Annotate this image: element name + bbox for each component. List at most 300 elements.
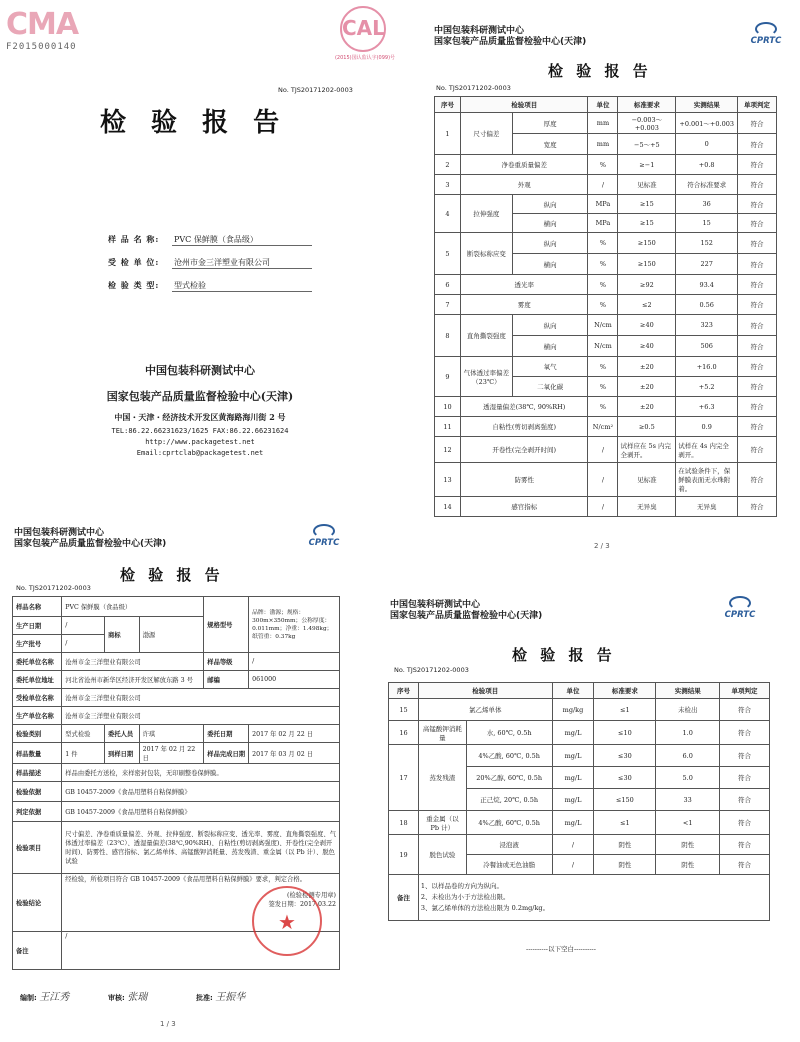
sig-label: 批准: [196, 994, 213, 1002]
cell-unit: MPa [588, 195, 618, 214]
cell-res: 无异臭 [676, 497, 738, 517]
table-row [435, 357, 777, 377]
table-row [13, 822, 340, 874]
cell-req: ≤30 [594, 767, 656, 789]
cell-group: 蒸发残渣 [418, 745, 466, 811]
cell-res: 6.0 [656, 745, 720, 767]
cell-req: −5～+5 [618, 134, 676, 155]
cell-res: +16.0 [676, 357, 738, 377]
cell-req: ≤10 [594, 721, 656, 745]
cell-judge: 符合 [738, 417, 777, 437]
cell-unit: % [588, 233, 618, 254]
cell-res: 323 [676, 315, 738, 336]
value-judge-basis: GB 10457-2009《食品用塑料自粘保鲜膜》 [62, 802, 340, 822]
cell-sub: 正己烷, 20℃, 0.5h [466, 789, 552, 811]
cell-no: 13 [435, 463, 461, 497]
label-client: 委托单位名称 [13, 653, 62, 671]
inspection-type-field [108, 280, 312, 292]
table-row [435, 113, 777, 134]
label-basis: 检验依据 [13, 782, 62, 802]
report-number: No. TJS20171202-0003 [278, 86, 353, 94]
org-block [0, 362, 400, 457]
cell-sub: 二氧化碳 [512, 377, 588, 397]
cell-judge: 符合 [738, 497, 777, 517]
cell-unit: / [552, 835, 594, 855]
cell-sub: 横向 [512, 336, 588, 357]
cell-item: 雾度 [460, 295, 588, 315]
signature-approved [196, 988, 245, 1003]
col-header: 序号 [389, 683, 419, 699]
value-type: 型式检验 [62, 725, 105, 743]
cell-req: ≥150 [618, 233, 676, 254]
cell-req: −0.003～+0.003 [618, 113, 676, 134]
table-row [435, 233, 777, 254]
sig-label: 编制: [20, 994, 37, 1002]
cell-item: 净卷重质量偏差 [460, 155, 588, 175]
cell-res: +0.001～+0.003 [676, 113, 738, 134]
results-page-3 [376, 580, 800, 980]
cell-no: 4 [435, 195, 461, 233]
cell-unit: / [552, 855, 594, 875]
cell-req: ≤150 [594, 789, 656, 811]
org-tel: TEL:86.22.66231623/1625 FAX:86.22.66231624 [111, 427, 289, 435]
cell-req: ±20 [618, 397, 676, 417]
cell-unit: N/cm² [588, 417, 618, 437]
field-value: 沧州市金三洋塑业有限公司 [172, 257, 312, 269]
cell-unit: % [588, 254, 618, 275]
results-table [388, 682, 770, 921]
cell-res: 符合标准要求 [676, 175, 738, 195]
cal-seal [340, 6, 386, 52]
cell-req: 阴性 [594, 835, 656, 855]
sig-name: 王振华 [215, 992, 246, 1003]
cell-unit: MPa [588, 214, 618, 233]
label-spec: 规格型号 [204, 597, 249, 653]
cma-mark: CMA [6, 7, 79, 42]
cell-unit: mg/L [552, 789, 594, 811]
cell-req: ≤30 [594, 745, 656, 767]
value-remark: / [62, 932, 340, 970]
value-conclusion: 经检验，所检项目符合 GB 10457-2009《食品用塑料自粘保鲜膜》要求，判定合格。 [65, 876, 306, 883]
cell-req: ≤1 [594, 811, 656, 835]
label-conclusion: 检验结论 [13, 874, 62, 932]
cell-judge: 符合 [738, 397, 777, 417]
table-row [435, 417, 777, 437]
cell-judge: 符合 [738, 437, 777, 463]
table-row [389, 875, 770, 921]
cell-res: +6.3 [676, 397, 738, 417]
cell-sub: 4%乙酸, 60℃, 0.5h [466, 745, 552, 767]
cover-title: 检 验 报 告 [100, 108, 288, 138]
cell-unit: % [588, 155, 618, 175]
cal-mark: CAL [342, 16, 385, 40]
remark-line: 2、未检出为小于方法检出限。 [420, 893, 510, 901]
cell-req: ≥150 [618, 254, 676, 275]
cell-unit: N/cm [588, 336, 618, 357]
value-postcode: 061000 [249, 671, 340, 689]
results-table [434, 96, 777, 517]
table-row [435, 397, 777, 417]
remark-line: 1、以样品卷的方向为纵向。 [420, 882, 504, 890]
label-batch: 生产批号 [13, 635, 62, 653]
label-prod-date: 生产日期 [13, 617, 62, 635]
cell-judge: 符合 [720, 835, 770, 855]
cell-judge: 符合 [738, 377, 777, 397]
value-prod-date: / [62, 617, 105, 635]
cell-unit: N/cm [588, 315, 618, 336]
cell-no: 6 [435, 275, 461, 295]
cell-judge: 符合 [720, 745, 770, 767]
value-desc: 样品由委托方送检，来样密封包装，无印刷整卷保鲜膜。 [62, 764, 340, 782]
cell-judge: 符合 [738, 315, 777, 336]
cell-req: ±20 [618, 377, 676, 397]
cell-no: 8 [435, 315, 461, 357]
info-page-1 [0, 520, 400, 1042]
value-items: 尺寸偏差、净卷重质量偏差、外观、拉伸强度、断裂标称应变、透光率、雾度、直角撕裂强度、气体透过率偏差（23℃）、透湿量偏差(38℃,90%RH)、自粘性(剪切剥离强度)、开卷性(完全剥开时间)、防雾性、感官指标、氯乙烯单体、高锰酸钾消耗量、蒸发残渣、重金属（以 Pb 计）、脱色试验 [62, 822, 340, 874]
cell-sub: 纵向 [512, 315, 588, 336]
cell-no: 14 [435, 497, 461, 517]
cell-res: <1 [656, 811, 720, 835]
cell-group: 拉伸强度 [460, 195, 512, 233]
cell-judge: 符合 [738, 195, 777, 214]
cell-judge: 符合 [738, 357, 777, 377]
label-producer: 生产单位名称 [13, 707, 62, 725]
report-number: No. TJS20171202-0003 [436, 84, 511, 92]
org-email: Email:cprtclab@packagetest.net [136, 449, 264, 457]
cell-res: 阴性 [656, 855, 720, 875]
cell-judge: 符合 [738, 214, 777, 233]
table-row [389, 835, 770, 855]
header-org [14, 528, 166, 550]
value-batch: / [62, 635, 105, 653]
cell-res: 15 [676, 214, 738, 233]
cell-group: 尺寸偏差 [460, 113, 512, 155]
cover-page [0, 0, 400, 520]
col-header: 单位 [588, 97, 618, 113]
cell-judge: 符合 [738, 463, 777, 497]
cell-sub: 氧气 [512, 357, 588, 377]
col-header: 单位 [552, 683, 594, 699]
cma-number: F2015000140 [6, 42, 77, 52]
page-title: 检 验 报 告 [548, 62, 652, 80]
col-header: 单项判定 [720, 683, 770, 699]
cprtc-logo [300, 524, 348, 554]
results-page-2 [408, 0, 800, 560]
table-row [13, 689, 340, 707]
cell-group: 直角撕裂强度 [460, 315, 512, 357]
cell-sub: 纵向 [512, 233, 588, 254]
value-producer: 沧州市金三洋塑业有限公司 [62, 707, 340, 725]
label-items: 检验项目 [13, 822, 62, 874]
field-label: 检 验 类 型: [108, 280, 160, 290]
cell-unit: % [588, 357, 618, 377]
org-center: 国家包装产品质量监督检验中心(天津) [106, 390, 294, 403]
table-row [435, 295, 777, 315]
cell-req: 试样应在 5s 内完全剥开。 [618, 437, 676, 463]
report-number: No. TJS20171202-0003 [394, 666, 469, 674]
cell-sub: 横向 [512, 214, 588, 233]
cell-judge: 符合 [720, 767, 770, 789]
cell-sub: 20%乙醇, 60℃, 0.5h [466, 767, 552, 789]
cell-req: ±20 [618, 357, 676, 377]
cell-no: 5 [435, 233, 461, 275]
signature-prepared [20, 988, 69, 1003]
header-org-center: 国家包装产品质量监督检验中心(天津) [14, 539, 167, 549]
cell-no: 7 [435, 295, 461, 315]
cell-judge: 符合 [738, 275, 777, 295]
cell-unit: mg/L [552, 767, 594, 789]
cell-item: 透光率 [460, 275, 588, 295]
cell-judge: 符合 [738, 175, 777, 195]
cell-res: 227 [676, 254, 738, 275]
table-row [13, 764, 340, 782]
table-row [13, 743, 340, 764]
cell-unit: mg/L [552, 811, 594, 835]
cell-unit: % [588, 295, 618, 315]
value-trademark: 渤源 [139, 617, 204, 653]
cell-req: 无异臭 [618, 497, 676, 517]
cell-res: 阴性 [656, 835, 720, 855]
cell-judge: 符合 [738, 134, 777, 155]
table-row [435, 175, 777, 195]
cell-no: 2 [435, 155, 461, 175]
label-desc: 样品描述 [13, 764, 62, 782]
signature-reviewed [108, 988, 147, 1003]
value-arrival: 2017 年 02 月 22 日 [139, 743, 204, 764]
cell-judge: 符合 [738, 336, 777, 357]
cprtc-logo [716, 596, 764, 626]
table-row [435, 497, 777, 517]
table-row [435, 155, 777, 175]
page-number: 2 / 3 [594, 542, 610, 550]
header-org-name: 中国包装科研测试中心 [14, 528, 105, 538]
cell-res: 1.0 [656, 721, 720, 745]
col-header: 实测结果 [656, 683, 720, 699]
table-header-row [389, 683, 770, 699]
label-remark: 备注 [13, 932, 62, 970]
sample-name-field [108, 234, 312, 246]
label-type: 检验类别 [13, 725, 62, 743]
cell-unit: % [588, 275, 618, 295]
cell-res: 试样在 4s 内完全剥开。 [676, 437, 738, 463]
cell-req: ≥92 [618, 275, 676, 295]
cell-item: 防雾性 [460, 463, 588, 497]
cell-sub: 宽度 [512, 134, 588, 155]
sig-label: 审核: [108, 994, 125, 1002]
cell-no: 1 [435, 113, 461, 155]
label-finish: 样品完成日期 [204, 743, 249, 764]
table-row [435, 315, 777, 336]
org-address: 中国・天津・经济技术开发区黄海路海川街 2 号 [114, 412, 286, 422]
value-basis: GB 10457-2009《食品用塑料自粘保鲜膜》 [62, 782, 340, 802]
cprtc-swirl-icon [313, 524, 335, 538]
cell-judge: 符合 [738, 295, 777, 315]
table-row [13, 782, 340, 802]
cell-judge: 符合 [720, 811, 770, 835]
cell-group: 断裂标称应变 [460, 233, 512, 275]
cell-judge: 符合 [720, 721, 770, 745]
cell-res: 506 [676, 336, 738, 357]
cell-res: 5.0 [656, 767, 720, 789]
cell-unit: mg/L [552, 721, 594, 745]
value-consignor: 许琪 [139, 725, 204, 743]
cell-req: ≤2 [618, 295, 676, 315]
cell-res: 152 [676, 233, 738, 254]
col-header: 标准要求 [618, 97, 676, 113]
label-trademark: 商标 [105, 617, 140, 653]
label-consignor: 委托人员 [105, 725, 140, 743]
cell-no: 15 [389, 699, 419, 721]
value-client: 沧州市金三洋塑业有限公司 [62, 653, 204, 671]
cell-unit: mm [588, 134, 618, 155]
value-finish: 2017 年 03 月 02 日 [249, 743, 340, 764]
cell-req: ≤1 [594, 699, 656, 721]
cprtc-text: CPRTC [724, 610, 756, 620]
table-row [435, 463, 777, 497]
cell-unit: mg/kg [552, 699, 594, 721]
cell-no: 18 [389, 811, 419, 835]
page-number: 1 / 3 [160, 1020, 176, 1028]
cell-sub: 纵向 [512, 195, 588, 214]
cell-no: 12 [435, 437, 461, 463]
col-header: 序号 [435, 97, 461, 113]
field-label: 样 品 名 称: [108, 234, 160, 244]
col-header: 单项判定 [738, 97, 777, 113]
cell-unit: / [588, 437, 618, 463]
org-name: 中国包装科研测试中心 [145, 364, 255, 377]
cell-req: ≥40 [618, 315, 676, 336]
table-row [13, 802, 340, 822]
col-header: 检验项目 [460, 97, 588, 113]
cell-item: 自粘性(剪切剥离强度) [460, 417, 588, 437]
cell-item: 开卷性(完全剥开时间) [460, 437, 588, 463]
cell-unit: / [588, 175, 618, 195]
cell-group: 脱色试验 [418, 835, 466, 875]
cprtc-logo [742, 22, 790, 52]
cell-no: 3 [435, 175, 461, 195]
inspected-unit-field [108, 257, 312, 269]
cell-judge: 符合 [720, 699, 770, 721]
header-org-center: 国家包装产品质量监督检验中心(天津) [434, 37, 587, 47]
cell-no: 17 [389, 745, 419, 811]
stamp-star-icon: ★ [278, 910, 296, 934]
remark-line: 3、氯乙烯单体的方法检出限为 0.2mg/kg。 [420, 904, 550, 912]
cell-req: ≥0.5 [618, 417, 676, 437]
cell-group: 高锰酸钾消耗量 [418, 721, 466, 745]
cell-unit: mm [588, 113, 618, 134]
cprtc-text: CPRTC [308, 538, 340, 548]
end-marker: ----------以下空白---------- [526, 945, 596, 953]
cell-res: 33 [656, 789, 720, 811]
cell-req: ≥40 [618, 336, 676, 357]
cell-res: +0.8 [676, 155, 738, 175]
cell-res: 0.56 [676, 295, 738, 315]
header-org-name: 中国包装科研测试中心 [390, 600, 481, 610]
cell-group: 重金属（以 Pb 计） [418, 811, 466, 835]
remarks-cell [418, 875, 769, 921]
cell-judge: 符合 [738, 155, 777, 175]
label-judge-basis: 判定依据 [13, 802, 62, 822]
cell-judge: 符合 [738, 233, 777, 254]
org-web: http://www.packagetest.net [145, 438, 255, 446]
cell-judge: 符合 [738, 113, 777, 134]
issue-date: 签发日期：2017.03.22 [268, 901, 336, 908]
cell-unit: / [588, 497, 618, 517]
cell-sub: 厚度 [512, 113, 588, 134]
cell-item: 外观 [460, 175, 588, 195]
cell-no: 10 [435, 397, 461, 417]
cprtc-text: CPRTC [750, 36, 782, 46]
value-inspected: 沧州市金三洋塑业有限公司 [62, 689, 340, 707]
cell-unit: % [588, 377, 618, 397]
cell-no: 9 [435, 357, 461, 397]
table-row [435, 195, 777, 214]
value-entrust-date: 2017 年 02 月 22 日 [249, 725, 340, 743]
table-row [435, 275, 777, 295]
value-client-addr: 河北省沧州市新华区经济开发区解放东路 3 号 [62, 671, 204, 689]
stamp-note: (检验检测专用章) [287, 892, 336, 899]
cprtc-swirl-icon [755, 22, 777, 36]
report-number: No. TJS20171202-0003 [16, 584, 91, 592]
table-row [389, 745, 770, 767]
page-title: 检 验 报 告 [512, 646, 616, 664]
cell-judge: 符合 [738, 254, 777, 275]
field-value: 型式检验 [172, 280, 312, 292]
cell-no: 16 [389, 721, 419, 745]
label-inspected: 受检单位名称 [13, 689, 62, 707]
label-grade: 样品等级 [204, 653, 249, 671]
cal-caption: (2015)国认监认字(099)号 [334, 55, 396, 61]
value-sample-name: PVC 保鲜膜（食品级） [62, 597, 204, 617]
remarks-label: 备注 [389, 875, 419, 921]
label-entrust-date: 委托日期 [204, 725, 249, 743]
header-org [390, 600, 542, 622]
value-qty: 1 件 [62, 743, 105, 764]
cell-res: 0 [676, 134, 738, 155]
page-title: 检 验 报 告 [120, 566, 224, 584]
cell-req: 阴性 [594, 855, 656, 875]
cell-res: 0.9 [676, 417, 738, 437]
header-org [434, 26, 586, 48]
value-grade: / [249, 653, 340, 671]
field-label: 受 检 单 位: [108, 257, 160, 267]
cell-unit: / [588, 463, 618, 497]
header-org-name: 中国包装科研测试中心 [434, 26, 525, 36]
cell-res: 93.4 [676, 275, 738, 295]
cell-req: 见标准 [618, 463, 676, 497]
table-header-row [435, 97, 777, 113]
cell-item: 氯乙烯单体 [418, 699, 552, 721]
table-row [389, 811, 770, 835]
header-org-center: 国家包装产品质量监督检验中心(天津) [390, 611, 543, 621]
table-row [13, 597, 340, 617]
label-postcode: 邮编 [204, 671, 249, 689]
cell-item: 透湿量偏差(38℃, 90%RH) [460, 397, 588, 417]
cell-sub: 4%乙酸, 60℃, 0.5h [466, 811, 552, 835]
value-spec: 品牌：渤源；规格：300m×350mm；公称厚度：0.011mm；净重：1.498kg；纸管重：0.37kg [249, 597, 340, 653]
sig-name: 王江秀 [39, 992, 70, 1003]
table-row [13, 653, 340, 671]
col-header: 检验项目 [418, 683, 552, 699]
table-row [389, 721, 770, 745]
cell-sub: 浸泡液 [466, 835, 552, 855]
sig-name: 张瑞 [127, 992, 148, 1003]
cell-req: ≥−1 [618, 155, 676, 175]
table-row [435, 437, 777, 463]
cell-req: ≥15 [618, 195, 676, 214]
cell-sub: 横向 [512, 254, 588, 275]
table-row [389, 699, 770, 721]
